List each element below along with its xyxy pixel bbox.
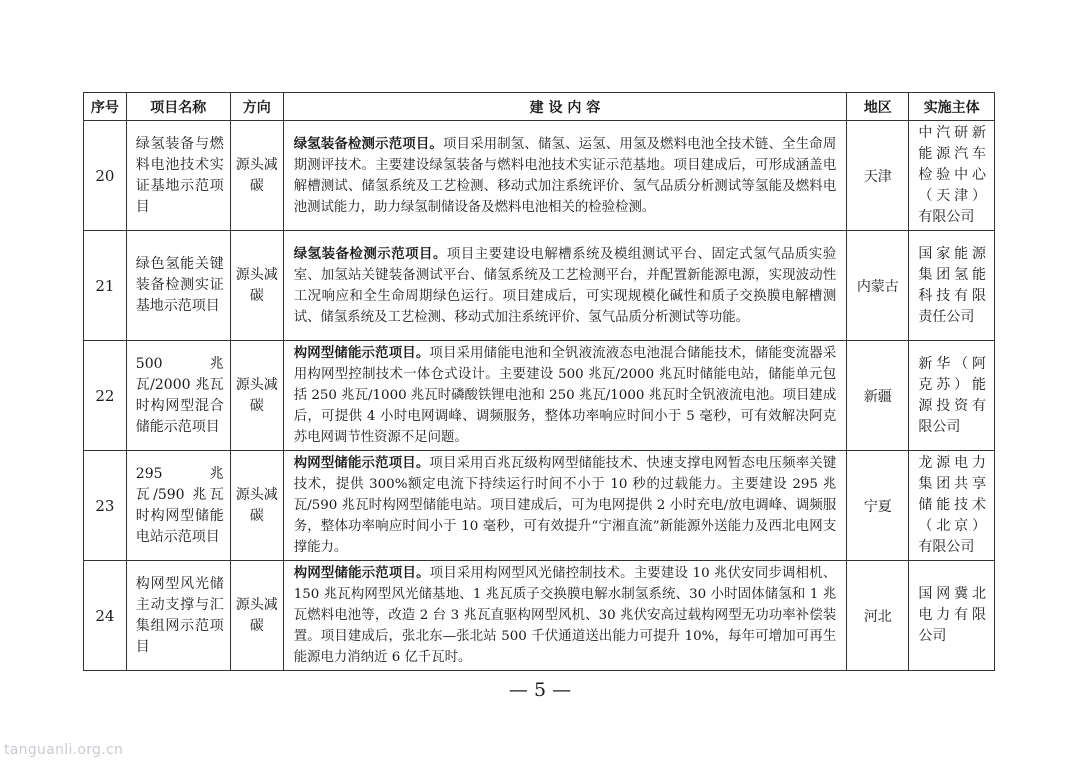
header-org: 实施主体 (909, 93, 995, 121)
project-content (283, 121, 847, 231)
project-name: 500 兆瓦/2000 兆瓦时构网型混合储能示范项目 (126, 341, 230, 451)
watermark: tanguanli.org.cn (4, 742, 124, 758)
project-org: 中汽研新能源汽车检验中心（天津）有限公司 (909, 121, 995, 231)
project-direction: 源头减碳 (230, 451, 283, 561)
content-lead: 绿氢装备检测示范项目。 (293, 246, 447, 262)
table-row (84, 561, 995, 671)
project-region: 宁夏 (847, 451, 909, 561)
project-region: 天津 (847, 121, 909, 231)
row-number: 22 (84, 341, 127, 451)
table-row (84, 341, 995, 451)
project-content (283, 341, 847, 451)
header-name: 项目名称 (126, 93, 230, 121)
content-body: 项目采用制氢、储氢、运氢、用氢及燃料电池全技术链、全生命周期测评技术。主要建设绿氢装备与燃料电池技术实证示范基地。项目建成后，可形成涵盖电解槽测试、储氢系统及工艺检测、移动式加注系统评价、氢气品质分析测试等氢能及燃料电池测试能力，助力绿氢制储设备及燃料电池相关的检验检测。 (293, 136, 837, 215)
content-body: 项目采用构网型风光储控制技术。主要建设 10 兆伏安同步调相机、150 兆瓦构网型风光储基地、1 兆瓦质子交换膜电解水制氢系统、30 小时固体储氢和 1 兆瓦燃料电池等，改造 2 台 3 兆瓦直驱构网型风机、30 兆伏安高过载构网型无功功率补偿装置。项目建成后，张北东—张北站 500 千伏通道送出能力可提升 10%，每年可增加可再生能源电力消纳近 6 亿千瓦时。 (293, 566, 837, 665)
row-number: 20 (84, 121, 127, 231)
project-content (283, 231, 847, 341)
table-row (84, 121, 995, 231)
project-direction: 源头减碳 (230, 561, 283, 671)
project-name: 绿氢装备与燃料电池技术实证基地示范项目 (126, 121, 230, 231)
project-region: 新疆 (847, 341, 909, 451)
project-table (83, 92, 995, 671)
row-number: 24 (84, 561, 127, 671)
project-region: 河北 (847, 561, 909, 671)
table-row (84, 451, 995, 561)
table-header-row (84, 93, 995, 121)
project-direction: 源头减碳 (230, 121, 283, 231)
row-number: 21 (84, 231, 127, 341)
content-lead: 绿氢装备检测示范项目。 (293, 136, 443, 152)
content-lead: 构网型储能示范项目。 (293, 566, 430, 581)
project-org: 国家能源集团氢能科技有限责任公司 (909, 231, 995, 341)
content-lead: 构网型储能示范项目。 (293, 456, 430, 471)
project-org: 龙源电力集团共享储能技术（北京）有限公司 (909, 451, 995, 561)
row-number: 23 (84, 451, 127, 561)
content-lead: 构网型储能示范项目。 (293, 346, 430, 361)
content-body: 项目采用百兆瓦级构网型储能技术、快速支撑电网暂态电压频率关键技术，提供 300%额定电流下持续运行时间不小于 10 秒的过载能力。主要建设 295 兆瓦/590 兆瓦时构网型储能电站。项目建成后，可为电网提供 2 小时充电/放电调峰、调频服务，整体功率响应时间小于 10 毫秒，可有效提升“宁湘直流”新能源外送能力及西北电网支撑能力。 (293, 456, 837, 555)
table-row (84, 231, 995, 341)
project-content (283, 451, 847, 561)
project-direction: 源头减碳 (230, 231, 283, 341)
project-direction: 源头减碳 (230, 341, 283, 451)
page-number: — 5 — (508, 679, 572, 701)
header-content: 建 设 内 容 (283, 93, 847, 121)
project-name: 295 兆瓦/590 兆瓦时构网型储能电站示范项目 (126, 451, 230, 561)
header-region: 地区 (847, 93, 909, 121)
project-name: 构网型风光储主动支撑与汇集组网示范项目 (126, 561, 230, 671)
content-body: 项目采用储能电池和全钒液流液态电池混合储能技术，储能变流器采用构网型控制技术一体仓式设计。主要建设 500 兆瓦/2000 兆瓦时储能电站，储能单元包括 250 兆瓦/1000 兆瓦时磷酸铁锂电池和 250 兆瓦/1000 兆瓦时全钒液流电池。项目建成后，可提供 4 小时电网调峰、调频服务，整体功率响应时间小于 5 毫秒，可有效解决阿克苏电网调节性资源不足问题。 (293, 346, 837, 445)
project-org: 国网冀北电力有限公司 (909, 561, 995, 671)
project-name: 绿色氢能关键装备检测实证基地示范项目 (126, 231, 230, 341)
project-region: 内蒙古 (847, 231, 909, 341)
project-org: 新华（阿克苏）能源投资有限公司 (909, 341, 995, 451)
content-body: 项目主要建设电解槽系统及模组测试平台、固定式氢气品质实验室、加氢站关键装备测试平台、储氢系统及工艺检测平台，并配置新能源电源，实现波动性工况响应和全生命周期绿色运行。项目建成后，可实现规模化碱性和质子交换膜电解槽测试、储氢系统及工艺检测、移动式加注系统评价、氢气品质分析测试等功能。 (293, 246, 837, 325)
header-num: 序号 (84, 93, 127, 121)
project-content (283, 561, 847, 671)
header-direction: 方向 (230, 93, 283, 121)
